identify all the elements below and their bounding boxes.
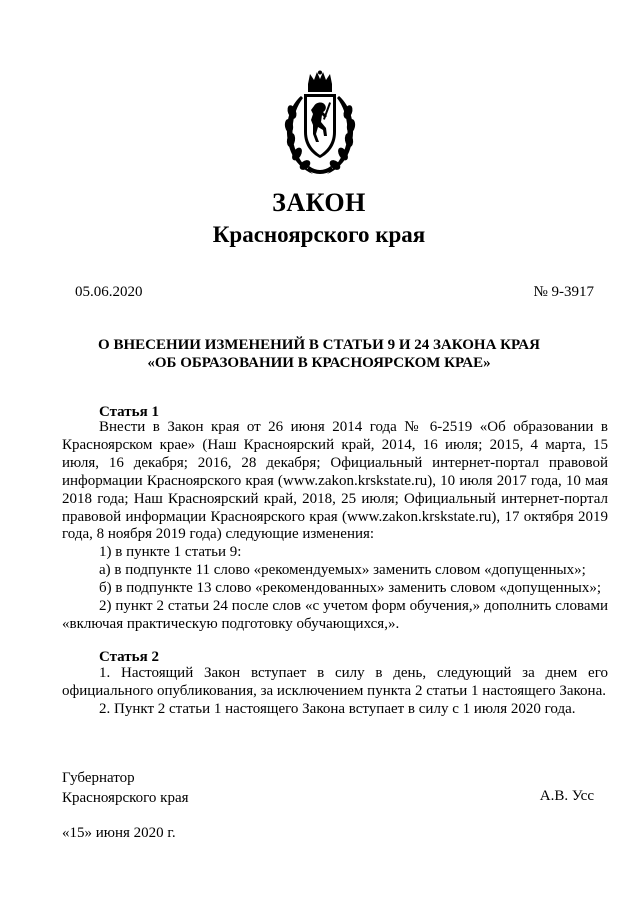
article1-paragraph: а) в подпункте 11 слово «рекомендуемых» заменить словом «допущенных»;	[99, 562, 586, 579]
document-subtitle: Красноярского края	[212, 222, 426, 247]
article1-paragraph: б) в подпункте 13 слово «рекомендованных» заменить словом «допущенных»;	[99, 580, 601, 597]
article2-paragraph: 2. Пункт 2 статьи 1 настоящего Закона вступает в силу с 1 июля 2020 года.	[99, 700, 576, 717]
article2-body	[62, 665, 608, 719]
law-heading-line1: О ВНЕСЕНИИ ИЗМЕНЕНИЙ В СТАТЬИ 9 И 24 ЗАКОНА КРАЯ	[98, 337, 540, 353]
signatory-position-line2: Красноярского края	[62, 790, 189, 806]
document-title: ЗАКОН	[272, 188, 366, 217]
law-heading-line2: «ОБ ОБРАЗОВАНИИ В КРАСНОЯРСКОМ КРАЕ»	[147, 355, 491, 371]
article1-paragraph: 2) пункт 2 статьи 24 после слов «с учетом форм обучения,» дополнить словами «включая практическую подготовку обучающихся,».	[62, 598, 608, 632]
article2-paragraph: 1. Настоящий Закон вступает в силу в день, следующий за днем его официального опубликования, за исключением пункта 2 статьи 1 настоящего Закона.	[62, 665, 608, 699]
signatory-name: А.В. Усс	[539, 788, 594, 804]
article1-title: Статья 1	[99, 404, 159, 420]
document-number: № 9-3917	[533, 284, 594, 300]
article1-paragraph: Внести в Закон края от 26 июня 2014 года № 6-2519 «Об образовании в Красноярском крае» (Наш Красноярский край, 2014, 16 июля; 2015, 4 марта, 15 июля, 16 декабря; 2016, 28 декабря; Официальный интернет-портал правовой информации Красноярского края (www.zakon.krskstate.ru), 10 июля 2017 года, 10 мая 2018 года; Наш Красноярский край, 2018, 25 июля; Официальный интернет-портал правовой информации Красноярского края (www.zakon.krskstate.ru), 17 октября 2019 года, 8 ноября 2019 года) следующие изменения:	[62, 419, 608, 543]
signatory-position-line1: Губернатор	[62, 770, 135, 786]
article1-paragraph: 1) в пункте 1 статьи 9:	[99, 544, 242, 561]
article1-body	[62, 419, 608, 634]
coat-of-arms-icon	[281, 70, 359, 180]
article2-title: Статья 2	[99, 649, 159, 665]
signature-date: «15» июня 2020 г.	[62, 825, 176, 841]
document-date: 05.06.2020	[75, 284, 143, 300]
signatory-position	[62, 768, 189, 808]
